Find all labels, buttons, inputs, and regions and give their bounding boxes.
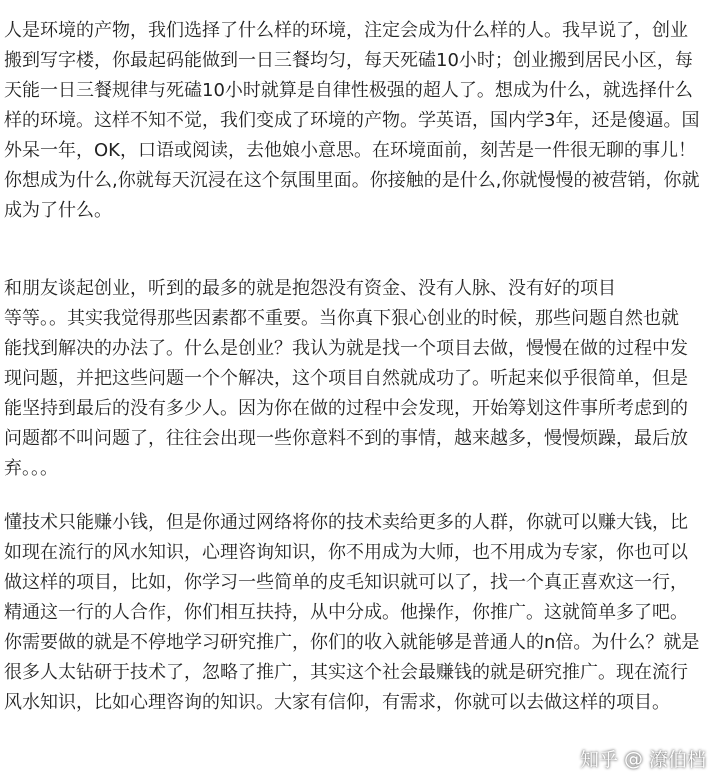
article-body — [4, 0, 716, 718]
text-line: 你想成为什么,你就每天沉浸在这个氛围里面。你接触的是什么,你就慢慢的被营销，你就 — [4, 170, 700, 191]
text-line: 能坚持到最后的没有多少人。因为你在做的过程中会发现，开始筹划这件事所考虑到的 — [4, 398, 688, 419]
zhihu-watermark — [580, 745, 706, 772]
text-line: 弃。。。 — [4, 458, 58, 479]
text-line: 风水知识，比如心理咨询的知识。大家有信仰，有需求，你就可以去做这样的项目。 — [4, 692, 670, 713]
text-line: 和朋友谈起创业，听到的最多的就是抱怨没有资金、没有人脉、没有好的项目 — [4, 278, 616, 299]
text-line: 外呆一年，OK，口语或阅读，去他娘小意思。在环境面前，刻苦是一件很无聊的事儿！ — [4, 140, 696, 161]
paragraph-3 — [4, 508, 716, 718]
text-line: 人是环境的产物，我们选择了什么样的环境，注定会成为什么样的人。我早说了，创业 — [4, 20, 688, 41]
text-line: 懂技术只能赚小钱，但是你通过网络将你的技术卖给更多的人群，你就可以赚大钱，比 — [4, 512, 688, 533]
paragraph-2 — [4, 274, 716, 484]
text-line: 搬到写字楼，你最起码能做到一日三餐均匀，每天死磕10小时；创业搬到居民小区，每 — [4, 50, 693, 71]
text-line: 如现在流行的风水知识，心理咨询知识，你不用成为大师，也不用成为专家，你也可以 — [4, 542, 688, 563]
watermark-author: 潦伯档 — [648, 749, 706, 771]
text-line: 能找到解决的办法了。什么是创业？我认为就是找一个项目去做，慢慢在做的过程中发 — [4, 338, 688, 359]
text-line: 样的环境。这样不知不觉，我们变成了环境的产物。学英语，国内学3年，还是傻逼。国 — [4, 110, 700, 131]
text-line: 等等。。其实我觉得那些因素都不重要。当你真下狠心创业的时候，那些问题自然也就 — [4, 308, 679, 329]
text-line: 精通这一行的人合作，你们相互扶持，从中分成。他操作，你推广。这就简单多了吧。 — [4, 602, 688, 623]
text-line: 问题都不叫问题了，往往会出现一些你意料不到的事情，越来越多，慢慢烦躁，最后放 — [4, 428, 688, 449]
text-line: 天能一日三餐规律与死磕10小时就算是自律性极强的超人了。想成为什么，就选择什么 — [4, 80, 693, 101]
text-line: 成为了什么。 — [4, 200, 112, 221]
text-line: 现问题，并把这些问题一个个解决，这个项目自然就成功了。听起来似乎很简单，但是 — [4, 368, 688, 389]
watermark-separator: @ — [623, 747, 643, 770]
paragraph-1 — [4, 16, 716, 226]
text-line: 很多人太钻研于技术了，忽略了推广，其实这个社会最赚钱的就是研究推广。现在流行 — [4, 662, 688, 683]
text-line: 你需要做的就是不停地学习研究推广，你们的收入就能够是普通人的n倍。为什么？就是 — [4, 632, 700, 653]
text-line: 做这样的项目，比如，你学习一些简单的皮毛知识就可以了，找一个真正喜欢这一行， — [4, 572, 688, 593]
watermark-site: 知乎 — [579, 749, 618, 771]
